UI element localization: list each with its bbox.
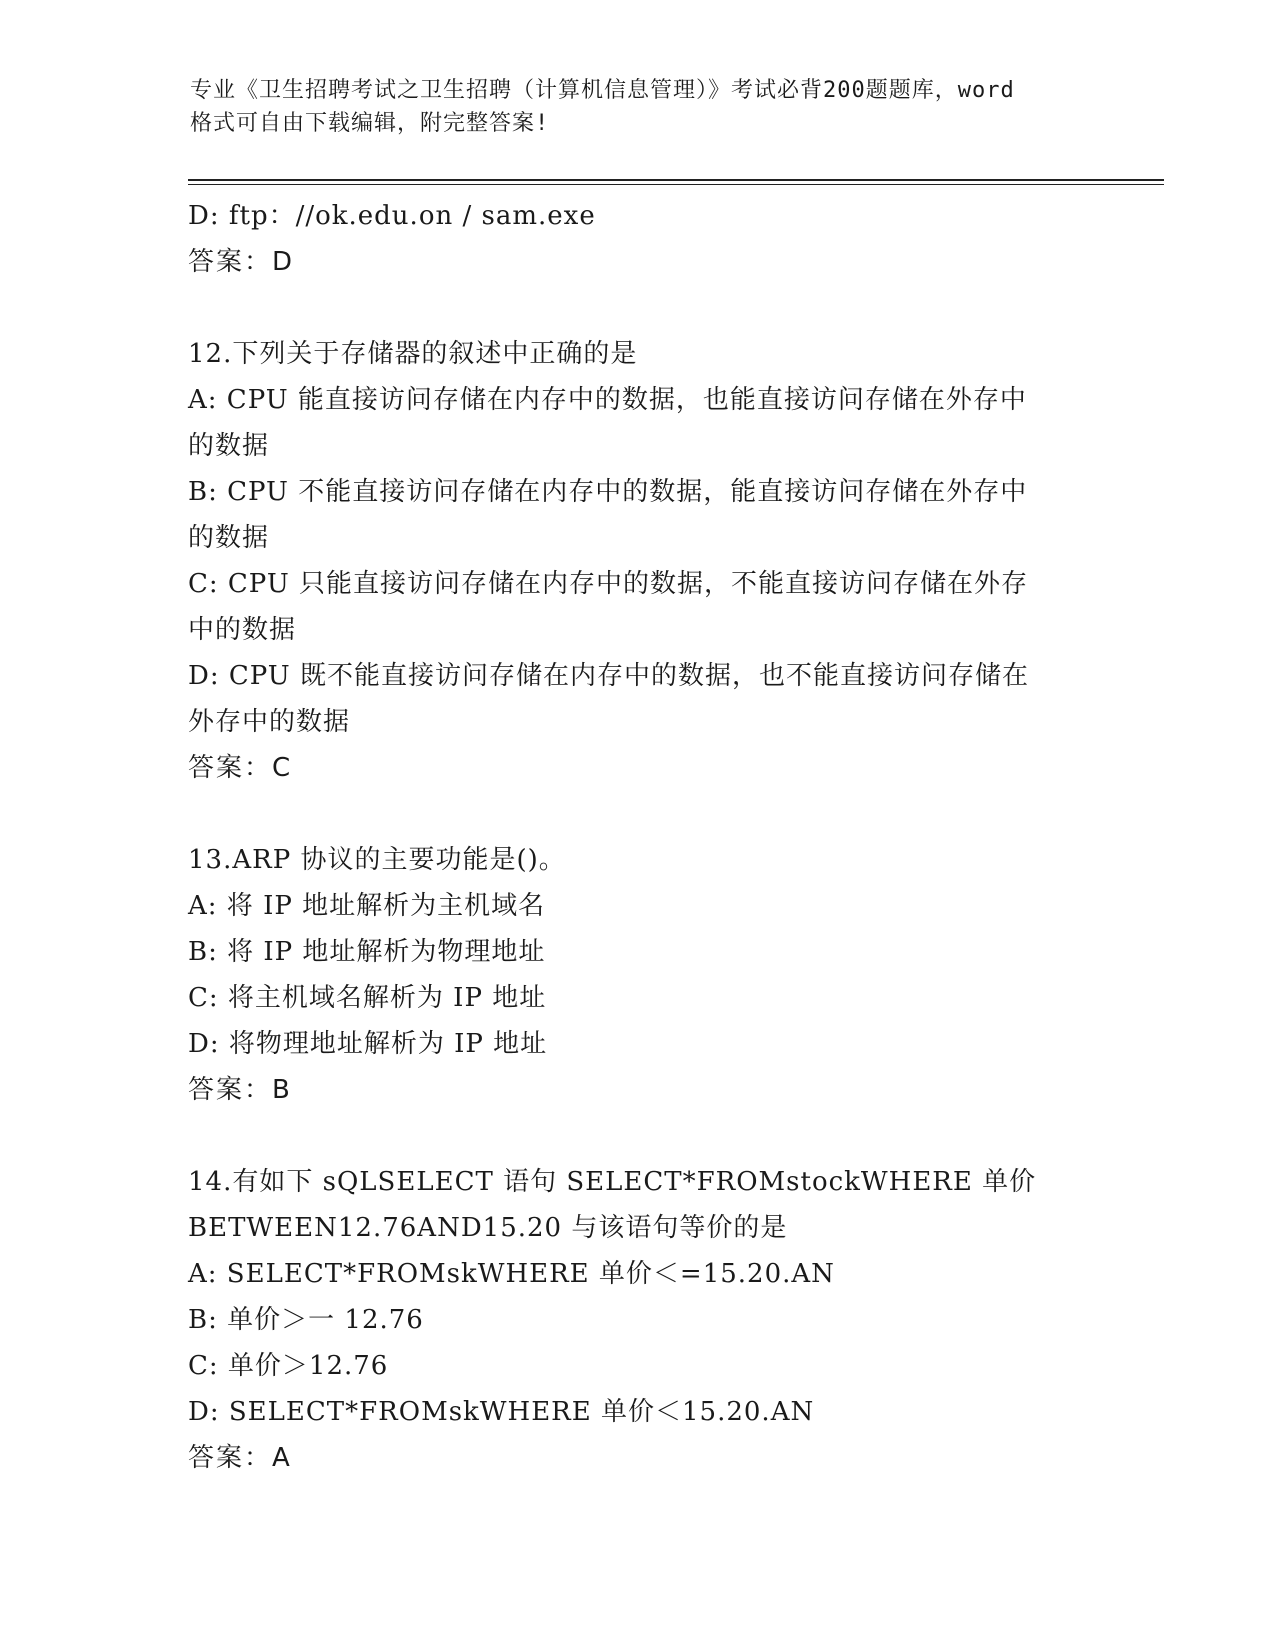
option-line: C: CPU 只能直接访问存储在内存中的数据，不能直接访问存储在外存 <box>188 569 1029 599</box>
option-line: 的数据 <box>188 523 270 553</box>
option-line: A: CPU 能直接访问存储在内存中的数据，也能直接访问存储在外存中 <box>188 385 1027 415</box>
question-11-answer: 答案：D <box>188 247 295 277</box>
option-line: 中的数据 <box>188 615 297 645</box>
question-answer: 答案：C <box>188 753 293 783</box>
header-divider-thin <box>188 184 1164 185</box>
question-11-option-d: D: ftp：//ok.edu.on / sam.exe <box>188 201 596 231</box>
option-line: B: CPU 不能直接访问存储在内存中的数据，能直接访问存储在外存中 <box>188 477 1028 507</box>
option-line: C: 单价＞12.76 <box>188 1351 389 1381</box>
document-body <box>188 193 1088 1481</box>
spacer <box>188 285 1088 331</box>
option-line: B: 将 IP 地址解析为物理地址 <box>188 937 546 967</box>
option-line: 外存中的数据 <box>188 707 351 737</box>
document-header <box>190 74 1090 140</box>
question-12 <box>188 331 1088 791</box>
option-line: B: 单价＞一 12.76 <box>188 1305 424 1335</box>
header-title-line-2: 格式可自由下载编辑，附完整答案! <box>190 111 550 136</box>
header-divider-thick <box>188 179 1164 181</box>
question-answer: 答案：A <box>188 1443 292 1473</box>
option-line: D: CPU 既不能直接访问存储在内存中的数据，也不能直接访问存储在 <box>188 661 1029 691</box>
question-stem: 14.有如下 sQLSELECT 语句 SELECT*FROMstockWHERE 单价 <box>188 1167 1037 1197</box>
option-line: 的数据 <box>188 431 270 461</box>
option-line: D: SELECT*FROMskWHERE 单价＜15.20.AN <box>188 1397 815 1427</box>
spacer <box>188 1113 1088 1159</box>
question-answer: 答案：B <box>188 1075 292 1105</box>
header-title-line-1: 专业《卫生招聘考试之卫生招聘（计算机信息管理）》考试必背200题题库，word <box>190 78 1015 103</box>
question-stem: BETWEEN12.76AND15.20 与该语句等价的是 <box>188 1213 788 1243</box>
option-line: A: 将 IP 地址解析为主机域名 <box>188 891 546 921</box>
question-14 <box>188 1159 1088 1481</box>
option-line: D: 将物理地址解析为 IP 地址 <box>188 1029 548 1059</box>
question-stem: 12.下列关于存储器的叙述中正确的是 <box>188 339 638 369</box>
option-line: C: 将主机域名解析为 IP 地址 <box>188 983 547 1013</box>
question-13 <box>188 837 1088 1113</box>
question-stem: 13.ARP 协议的主要功能是()。 <box>188 845 566 875</box>
spacer <box>188 791 1088 837</box>
option-line: A: SELECT*FROMskWHERE 单价＜=15.20.AN <box>188 1259 835 1289</box>
